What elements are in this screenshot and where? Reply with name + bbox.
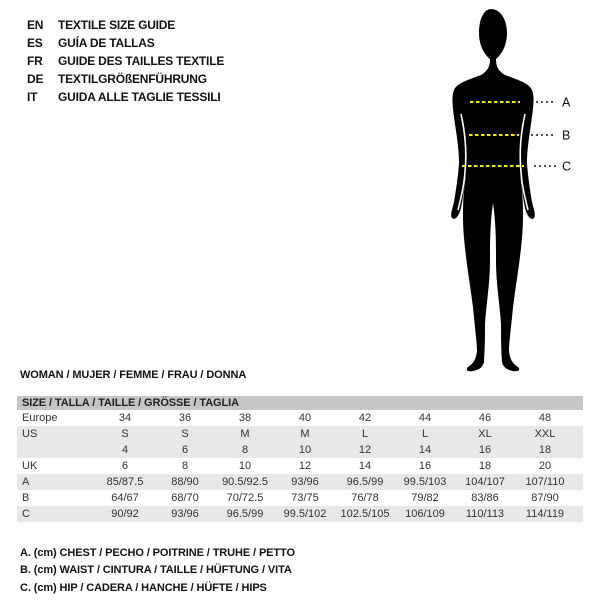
size-cell: XXL xyxy=(534,428,556,440)
size-cell: 70/72.5 xyxy=(226,492,264,504)
measurement-legend xyxy=(20,544,295,597)
language-title: GUIDE DES TAILLES TEXTILE xyxy=(58,54,225,68)
size-cell: 102.5/105 xyxy=(340,508,390,520)
size-cell: 20 xyxy=(538,460,552,472)
size-cell: 48 xyxy=(538,412,552,424)
language-code: DE xyxy=(27,72,44,86)
woman-silhouette xyxy=(430,0,600,380)
legend-line: B. (cm) WAIST / CINTURA / TAILLE / HÜFTUNG / VITA xyxy=(20,564,292,577)
size-table xyxy=(17,410,583,522)
size-cell: L xyxy=(361,428,369,440)
size-cell: M xyxy=(240,428,250,440)
table-row xyxy=(17,474,583,490)
size-cell: 88/90 xyxy=(171,476,199,488)
size-cell: 114/119 xyxy=(525,508,565,520)
size-cell: 46 xyxy=(478,412,492,424)
section-title: WOMAN / MUJER / FEMME / FRAU / DONNA xyxy=(20,369,247,381)
size-cell: 16 xyxy=(418,460,432,472)
size-cell: 8 xyxy=(241,444,249,456)
size-cell: 18 xyxy=(538,444,552,456)
size-cell: 107/110 xyxy=(525,476,565,488)
table-row xyxy=(17,410,583,426)
language-row xyxy=(27,52,224,70)
size-table-header-label: SIZE / TALLA / TAILLE / GRÖSSE / TAGLIA xyxy=(22,397,239,409)
row-label: US xyxy=(22,428,38,440)
size-cell: 104/107 xyxy=(465,476,505,488)
size-table-header xyxy=(17,396,583,410)
size-cell: 93/96 xyxy=(291,476,319,488)
size-cell: 68/70 xyxy=(171,492,199,504)
size-cell: 40 xyxy=(298,412,312,424)
size-cell: 93/96 xyxy=(171,508,199,520)
row-label: B xyxy=(22,492,30,504)
language-list xyxy=(27,16,224,106)
size-cell: 6 xyxy=(181,444,189,456)
table-row xyxy=(17,506,583,522)
size-cell: 44 xyxy=(418,412,432,424)
language-title: TEXTILE SIZE GUIDE xyxy=(58,18,176,32)
language-row xyxy=(27,70,224,88)
marker-label-b: B xyxy=(562,128,571,143)
row-label: A xyxy=(22,476,30,488)
size-cell: 10 xyxy=(238,460,252,472)
size-cell: 36 xyxy=(178,412,192,424)
size-cell: 34 xyxy=(118,412,132,424)
size-cell: 16 xyxy=(478,444,492,456)
language-title: GUIDA ALLE TAGLIE TESSILI xyxy=(58,90,221,104)
size-cell: 110/113 xyxy=(465,508,505,520)
table-row xyxy=(17,458,583,474)
language-title: TEXTILGRÖßENFÜHRUNG xyxy=(58,72,207,86)
size-cell: 14 xyxy=(418,444,432,456)
size-cell: 83/86 xyxy=(471,492,499,504)
size-cell: 90/92 xyxy=(111,508,139,520)
size-cell: 38 xyxy=(238,412,252,424)
marker-label-a: A xyxy=(562,95,571,110)
language-code: ES xyxy=(27,36,43,50)
size-cell: 79/82 xyxy=(411,492,439,504)
language-row xyxy=(27,88,224,106)
row-label: Europe xyxy=(22,412,58,424)
size-cell: 6 xyxy=(121,460,129,472)
size-cell: 76/78 xyxy=(351,492,379,504)
language-row xyxy=(27,16,224,34)
size-cell: L xyxy=(421,428,429,440)
size-cell: S xyxy=(121,428,129,440)
legend-line: A. (cm) CHEST / PECHO / POITRINE / TRUHE / PETTO xyxy=(20,546,295,559)
language-row xyxy=(27,34,224,52)
table-row xyxy=(17,490,583,506)
marker-label-c: C xyxy=(562,159,572,174)
size-cell: 85/87.5 xyxy=(106,476,144,488)
row-label: UK xyxy=(22,460,38,472)
size-cell: 42 xyxy=(358,412,372,424)
size-cell: 12 xyxy=(358,444,372,456)
size-cell: 90.5/92.5 xyxy=(222,476,268,488)
row-label: C xyxy=(22,508,30,520)
table-row xyxy=(17,426,583,442)
language-code: FR xyxy=(27,54,43,68)
size-cell: XL xyxy=(478,428,492,440)
size-cell: 10 xyxy=(298,444,312,456)
size-cell: 87/90 xyxy=(531,492,559,504)
size-cell: M xyxy=(300,428,310,440)
language-code: IT xyxy=(27,90,38,104)
language-title: GUÍA DE TALLAS xyxy=(58,36,155,50)
size-cell: 14 xyxy=(358,460,372,472)
size-cell: 73/75 xyxy=(291,492,319,504)
size-cell: S xyxy=(181,428,189,440)
size-cell: 99.5/103 xyxy=(403,476,447,488)
silhouette-shape xyxy=(451,9,535,371)
table-row xyxy=(17,442,583,458)
language-code: EN xyxy=(27,18,44,32)
size-cell: 64/67 xyxy=(111,492,139,504)
size-cell: 8 xyxy=(181,460,189,472)
size-cell: 96.5/99 xyxy=(226,508,264,520)
size-cell: 18 xyxy=(478,460,492,472)
legend-line: C. (cm) HIP / CADERA / HANCHE / HÜFTE / HIPS xyxy=(20,581,267,594)
size-cell: 12 xyxy=(298,460,312,472)
size-cell: 4 xyxy=(121,444,129,456)
size-cell: 96.5/99 xyxy=(346,476,384,488)
size-cell: 99.5/102 xyxy=(283,508,327,520)
size-cell: 106/109 xyxy=(405,508,445,520)
